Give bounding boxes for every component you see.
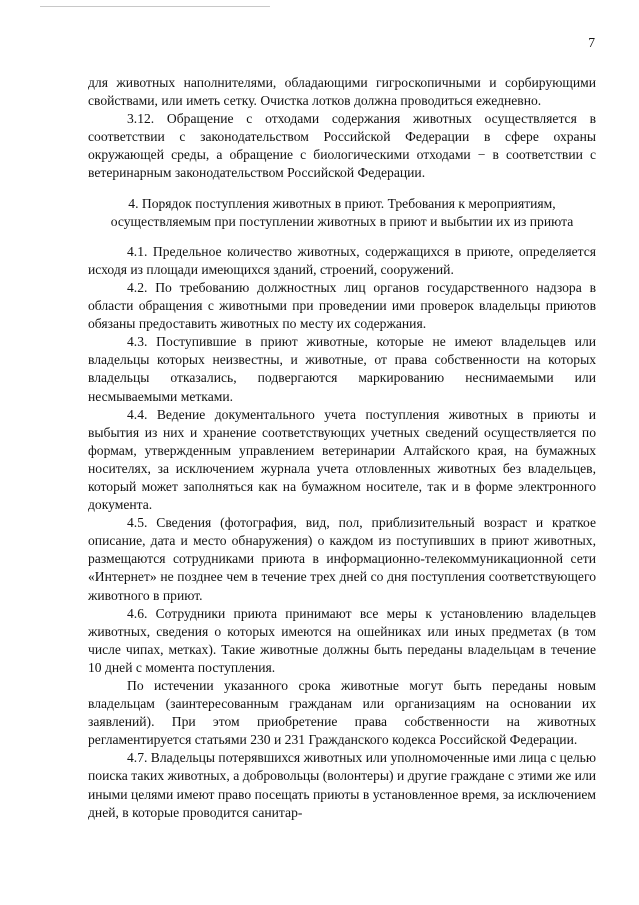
paragraph-4-3: 4.3. Поступившие в приют животные, которые не имеют владельцев или владельцы которых неизвестны, и животные, от права собственности на которых владельцы отказались, подвергаются маркированию неснимаемыми или несмываемыми метками. [88,334,596,404]
paragraph-4-1: 4.1. Предельное количество животных, содержащихся в приюте, определяется исходя из площади имеющихся зданий, строений, сооружений. [88,243,596,277]
paragraph-continuation: для животных наполнителями, обладающими гигроскопичными и сорбирующими свойствами, или иметь сетку. Очистка лотков должна проводиться ежедневно. [88,75,596,109]
paragraph-4-6: 4.6. Сотрудники приюта принимают все меры к установлению владельцев животных, сведения о которых имеются на ошейниках или иных предметах (в том числе чипах, метках). Такие животные должны быть переданы владельцам в течение 10 дней с момента поступления. [88,605,596,675]
paragraph-4-6-continued: По истечении указанного срока животные могут быть переданы новым владельцам (заинтересованным гражданам или организациям на основании их заявлений). При этом приобретение права собственности на животных регламентируется статьями 230 и 231 Гражданского кодекса Российской Федерации. [88,678,596,748]
section-title: 4. Порядок поступления животных в приют. Требования к мероприятиям, осуществляемым при поступлении животных в приют и выбытии их из приюта [110,195,574,229]
document-body [88,74,596,822]
paragraph-4-7: 4.7. Владельцы потерявшихся животных или уполномоченные ими лица с целью поиска таких животных, а добровольцы (волонтеры) и другие граждане с этими же или иными целями имеют право посещать приюты в установленное время, за исключением дней, в которые проводится санитар- [88,750,596,820]
paragraph-4-5: 4.5. Сведения (фотография, вид, пол, приблизительный возраст и краткое описание, дата и место обнаружения) о каждом из поступивших в приют животных, размещаются сотрудниками приюта в информационно-телекоммуникационной сети «Интернет» не позднее чем в течение трех дней со дня поступления соответствующего животного в приют. [88,515,596,603]
top-rule [40,6,270,7]
paragraph-4-2: 4.2. По требованию должностных лиц органов государственного надзора в области обращения с животными при проведении ими проверок владельцы приютов обязаны предоставить животных по месту их содержания. [88,279,596,332]
page-number: 7 [588,35,595,50]
paragraph-4-4: 4.4. Ведение документального учета поступления животных в приюты и выбытия из них и хранение соответствующих учетных сведений осуществляется по формам, утвержденным управлением ветеринарии Алтайского края, на бумажных носителях, за исключением журнала учета отловленных животных без владельцев, который может заполняться как на бумажном носителе, так и в форме электронного документа. [88,406,596,513]
paragraph-3-12: 3.12. Обращение с отходами содержания животных осуществляется в соответствии с законодательством Российской Федерации в сфере охраны окружающей среды, а обращение с биологическими отходами − в соответствии с ветеринарным законодательством Российской Федерации. [88,111,596,181]
